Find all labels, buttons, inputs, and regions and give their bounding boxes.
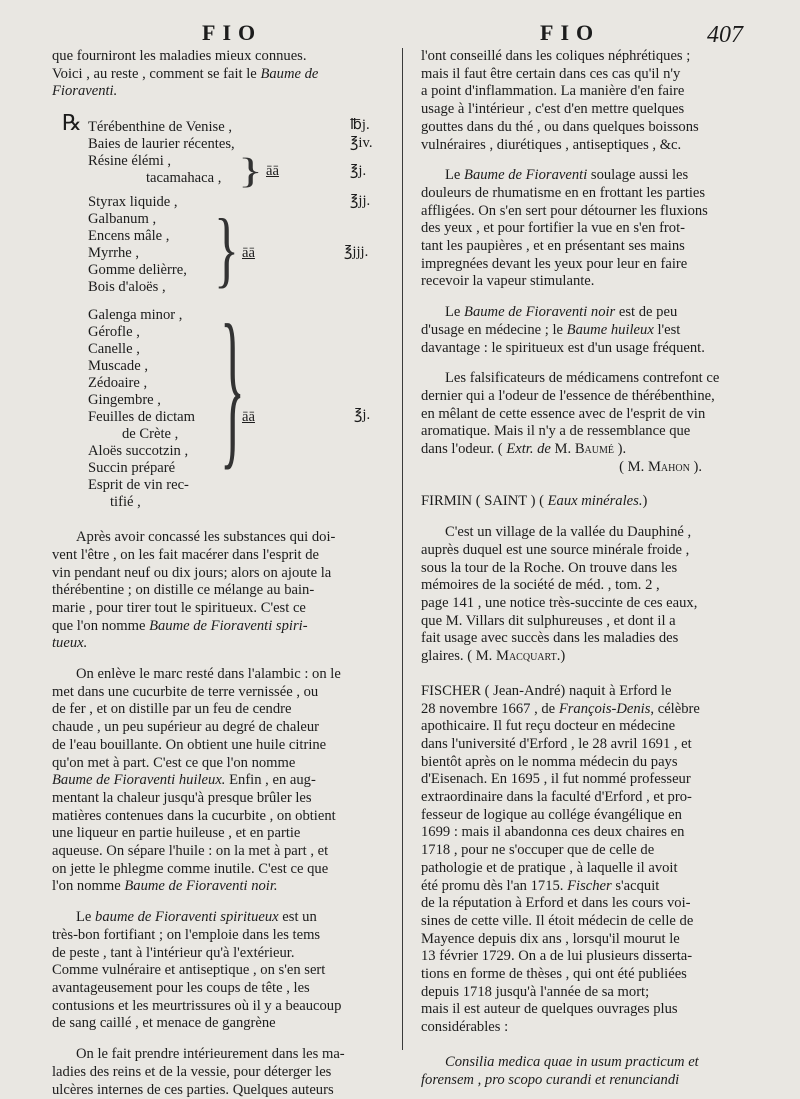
paragraph-line: 1699 : mais il abandonna ces deux chaires en [421,824,742,842]
paragraph-line: fait usage avec succès dans les maladies des [421,630,742,648]
paragraph-line: de la réputation à Erford et dans les cours voi- [421,895,742,913]
recipe-symbol: ℞ [62,114,82,132]
ingredient: Succin préparé [88,460,175,478]
running-head-left: FIO [202,20,262,46]
ingredient: de Crète , [122,426,178,444]
author-signature: ( M. Mahon ). [421,459,742,477]
paragraph-line: fesseur de logique au collége évangélique en [421,807,742,825]
paragraph-line: d'Eisenach. En 1695 , il fut nommé professeur [421,771,742,789]
paragraph-line: ladies des reins et de la vessie, pour déterger les [52,1064,386,1082]
paragraph-line: On le fait prendre intérieurement dans les ma- [52,1046,386,1064]
quantity: ℥jj. [350,193,370,211]
paragraph-line: met dans une cucurbite de terre vernissée , ou [52,684,386,702]
paragraph-line: davantage : le spiritueux est d'un usage fréquent. [421,340,742,358]
paragraph-line: très-bon fortifiant ; on l'emploie dans les tems [52,927,386,945]
paragraph-line: usage à l'intérieur , c'est d'en mettre quelques [421,101,742,119]
paragraph-line: marie , pour tirer tout le spiritueux. C'est ce [52,600,386,618]
paragraph-line: impregnées devant les yeux pour leur en faire [421,256,742,274]
paragraph-line: douleurs de rhumatisme en en frottant les parties [421,185,742,203]
paragraph-line: extraordinaire dans la faculté d'Erford , et pro- [421,789,742,807]
running-head-right: FIO [540,20,600,46]
page-number: 407 [707,22,743,49]
ingredient: Muscade , [88,358,148,376]
paragraph-line: tant les paupières , et en présentant ses mains [421,238,742,256]
quantity: ℔j. [350,117,370,135]
paragraph-line: de fer , et on distille par un feu de cendre [52,701,386,719]
ingredient: Zédoaire , [88,375,147,393]
paragraph-line: Le Baume de Fioraventi soulage aussi les [421,167,742,185]
paragraph-line: 28 novembre 1667 , de François-Denis, célèbre [421,701,742,719]
ingredient: Encens mâle , [88,228,169,246]
paragraph-line: de sang caillé , et menace de gangrène [52,1015,386,1033]
ingredient: Résine élémi , [88,153,171,171]
paragraph-line: avantageusement pour les coups de tête , les [52,980,386,998]
paragraph-line: Le Baume de Fioraventi noir est de peu [421,304,742,322]
paragraph-line: On enlève le marc resté dans l'alambic : on le [52,666,386,684]
paragraph-line: mais il est auteur de quelques ouvrages plus [421,1001,742,1019]
paragraph-line: Les falsificateurs de médicamens contrefont ce [421,370,742,388]
paragraph-line: pathologie et de pratique , à laquelle il avoit [421,860,742,878]
paragraph-line: de l'eau bouillante. On obtient une huile citrine [52,737,386,755]
paragraph-line: dernier qui a l'odeur de l'essence de thérébenthine, [421,388,742,406]
paragraph-line: sous la tour de la Roche. On trouve dans les [421,560,742,578]
paragraph-line: aqueuse. On sépare l'huile : on la met à part , et [52,843,386,861]
ana-mark: āā [266,163,279,181]
ingredient: Gomme delièrre, [88,262,187,280]
paragraph-line: dans l'université d'Erford , le 28 avril 1691 , et [421,736,742,754]
paragraph-line: aromatique. Mais il n'y a de ressemblance que [421,423,742,441]
paragraph-line: une liqueur en partie huileuse , et en partie [52,825,386,843]
ana-mark: āā [242,245,255,263]
paragraph-line: de peste , tant à l'intérieur qu'à l'extérieur. [52,945,386,963]
ingredient: Baies de laurier récentes, [88,136,235,154]
paragraph-line: recevoir la vapeur stimulante. [421,273,742,291]
paragraph-line: on jette le phlegme comme inutile. C'est ce que [52,861,386,879]
paragraph-line: qu'on met à part. C'est ce que l'on nomme [52,755,386,773]
paragraph-line: affligées. On s'en sert pour détourner les fluxions [421,203,742,221]
paragraph-line: l'on nomme Baume de Fioraventi noir. [52,878,386,896]
quantity: ℥iv. [350,135,372,153]
quantity: ℥j. [354,407,370,425]
paragraph-line: Le baume de Fioraventi spiritueux est un [52,909,386,927]
ingredient: Gérofle , [88,324,140,342]
paragraph-line: vulnéraires , diurétiques , antiseptiques , &c. [421,137,742,155]
ingredient: Galbanum , [88,211,156,229]
paragraph-line: glaires. ( M. Macquart.) [421,648,742,666]
brace-icon: } [220,303,245,480]
paragraph-line: a point d'inflammation. La manière d'en faire [421,83,742,101]
column-rule [402,48,403,1050]
paragraph-line: page 141 , une notice très-succinte de ces eaux, [421,595,742,613]
paragraph-line: chaude , un peu supérieur au degré de chaleur [52,719,386,737]
intro-line: Voici , au reste , comment se fait le Baume de [52,66,386,84]
ingredient: Styrax liquide , [88,194,178,212]
ingredient: Canelle , [88,341,140,359]
paragraph-line: des yeux , et pour fortifier la vue en s'en frot- [421,220,742,238]
paragraph-line: considérables : [421,1019,742,1037]
right-column [421,48,742,1089]
ingredient: tifié , [110,494,141,512]
paragraph-line: mais il faut être certain dans ces cas qu'il n'y [421,66,742,84]
paragraph-line: que l'on nomme Baume de Fioraventi spiri- [52,618,386,636]
paragraph-line: bientôt après on le nomma médecin du pays [421,754,742,772]
intro-line: Fioraventi. [52,83,386,101]
paragraph-line: l'ont conseillé dans les coliques néphrétiques ; [421,48,742,66]
paragraph-line: auprès duquel est une source minérale froide , [421,542,742,560]
ingredient: Galenga minor , [88,307,182,325]
paragraph-line: thérébentine ; on distille ce mélange au bain- [52,582,386,600]
paragraph-line: apothicaire. Il fut reçu docteur en médecine [421,718,742,736]
ingredient: Bois d'aloës , [88,279,166,297]
paragraph-line: que M. Villars dit sulphureuses , et dont il a [421,613,742,631]
quantity: ℥jjj. [344,244,368,262]
paragraph-line: C'est un village de la vallée du Dauphiné , [421,524,742,542]
latin-title-line: forensem , pro scopo curandi et renunciandi [421,1072,742,1090]
ingredient: Feuilles de dictam [88,409,195,427]
paragraph-line: vin pendant neuf ou dix jours; alors on ajoute la [52,565,386,583]
brace-icon: } [238,153,263,189]
latin-title-line: Consilia medica quae in usum practicum et [421,1054,742,1072]
intro-line: que fourniront les maladies mieux connues. [52,48,386,66]
paragraph-line: Mayence depuis dix ans , lorsqu'il mourut le [421,931,742,949]
brace-icon: } [214,209,239,293]
entry-heading: FISCHER ( Jean-André) naquit à Erford le [421,683,742,701]
paragraph-line: contusions et les meurtrissures où il y a beaucoup [52,998,386,1016]
paragraph-line: 13 février 1729. On a de lui plusieurs disserta- [421,948,742,966]
paragraph-line: dans l'odeur. ( Extr. de M. Baumé ). [421,441,742,459]
paragraph-line: 1718 , pour ne s'occuper que de celle de [421,842,742,860]
paragraph-line: d'usage en médecine ; le Baume huileux l'est [421,322,742,340]
paragraph-line: tueux. [52,635,386,653]
ingredient: Esprit de vin rec- [88,477,189,495]
paragraph-line: ulcères internes de ces parties. Quelques auteurs [52,1082,386,1099]
paragraph-line: gouttes dans du thé , ou dans quelques boissons [421,119,742,137]
paragraph-line: Après avoir concassé les substances qui doi- [52,529,386,547]
paragraph-line: mémoires de la société de méd. , tom. 2 , [421,577,742,595]
paragraph-line: sines de cette ville. Il étoit médecin de celle de [421,913,742,931]
paragraph-line: vent l'être , on les fait macérer dans l'esprit de [52,547,386,565]
paragraph-line: été promu dès l'an 1715. Fischer s'acquit [421,878,742,896]
ingredient: Aloës succotzin , [88,443,188,461]
recipe [52,117,386,505]
ana-mark: āā [242,409,255,427]
ingredient: tacamahaca , [146,170,221,188]
paragraph-line: Comme vulnéraire et antiseptique , on s'en sert [52,962,386,980]
paragraph-line: tions en forme de thèses , qui ont été publiées [421,966,742,984]
paragraph-line: en mêlant de cette essence avec de l'esprit de vin [421,406,742,424]
paragraph-line: depuis 1718 jusqu'à l'année de sa mort; [421,984,742,1002]
paragraph-line: mentant la chaleur jusqu'à presque brûler les [52,790,386,808]
quantity: ℥j. [350,163,366,181]
left-column [52,48,386,1099]
paragraph-line: Baume de Fioraventi huileux. Enfin , en aug- [52,772,386,790]
ingredient: Térébenthine de Venise , [88,119,232,137]
entry-heading: FIRMIN ( SAINT ) ( Eaux minérales.) [421,493,742,511]
ingredient: Myrrhe , [88,245,139,263]
paragraph-line: matières contenues dans la cucurbite , on obtient [52,808,386,826]
ingredient: Gingembre , [88,392,161,410]
